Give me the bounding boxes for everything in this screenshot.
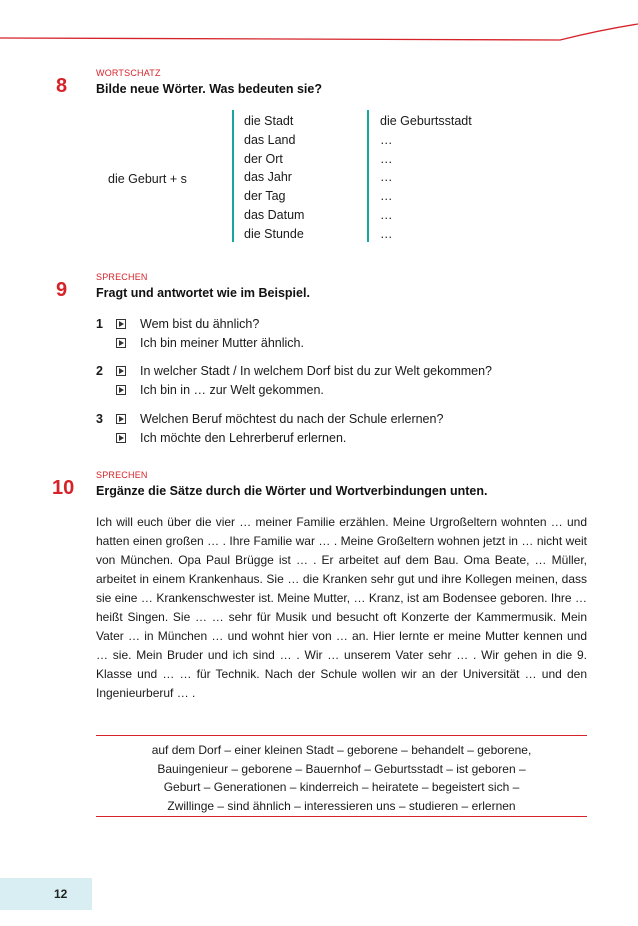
answer-item: …	[380, 189, 393, 204]
exercise-number: 9	[56, 279, 68, 301]
word-formation-table	[0, 110, 638, 250]
exercise-category: SPRECHEN	[96, 272, 148, 282]
exercise-title: Bilde neue Wörter. Was bedeuten sie?	[96, 82, 322, 96]
exercise-title: Ergänze die Sätze durch die Wörter und Wortverbindungen unten.	[96, 484, 488, 498]
answer-text: Ich bin meiner Mutter ähnlich.	[140, 336, 304, 350]
audio-play-icon[interactable]	[116, 433, 126, 443]
question-text: Welchen Beruf möchtest du nach der Schule erlernen?	[140, 412, 444, 426]
answer-item: …	[380, 207, 393, 222]
item-number: 2	[96, 364, 103, 378]
audio-play-icon[interactable]	[116, 366, 126, 376]
audio-play-icon[interactable]	[116, 385, 126, 395]
divider-line	[367, 110, 369, 242]
answer-column	[380, 112, 472, 244]
audio-play-icon[interactable]	[116, 319, 126, 329]
word-item: das Datum	[244, 207, 305, 222]
word-bank-line: Zwillinge – sind ähnlich – interessieren uns – studieren – erlernen	[167, 798, 516, 813]
exercise-category: WORTSCHATZ	[96, 68, 161, 78]
page-number: 12	[54, 887, 68, 901]
answer-item: die Geburtsstadt	[380, 114, 472, 128]
exercise-number: 8	[56, 75, 68, 97]
page-number-tab	[0, 878, 92, 910]
question-text: Wem bist du ähnlich?	[140, 317, 260, 331]
word-item: der Tag	[244, 189, 286, 204]
word-column	[244, 112, 304, 244]
answer-text: Ich bin in … zur Welt gekommen.	[140, 383, 324, 397]
exercise-category: SPRECHEN	[96, 470, 148, 480]
gap-fill-paragraph: Ich will euch über die vier … meiner Familie erzählen. Meine Urgroßeltern wohnten … und hatten einen großen … . Ihre Familie war … . Meine Großeltern wohnen jetzt in … nicht weit von München. Opa Paul Brügge ist … . Er arbeitet auf dem Bau. Oma Beate, … Müller, arbeitet in einem Krankenhaus. Sie … die Kranken sehr gut und ihre Kollegen meinen, dass sie eine … Krankenschwester ist. Meine Mutter, … Kranz, ist am Bodensee geboren. Ihre … heißt Singen. Sie … … sehr für Musik und besucht oft Konzerte der Kammermusik. Mein Vater … in München … und wohnt hier von … an. Hier lernte er meine Mutter kennen und … sie. Mein Bruder und ich sind … . Wir … unserem Vater sehr … . Wir gehen in die 9. Klasse und … … für Technik. Nach der Schule wollen wir an der Universität … und den Ingenieurberuf … .	[96, 515, 587, 700]
divider-line	[232, 110, 234, 242]
word-item: das Jahr	[244, 170, 292, 185]
exercise-title: Fragt und antwortet wie im Beispiel.	[96, 286, 310, 300]
exercise-number: 10	[52, 477, 75, 499]
word-bank-line: Bauingenieur – geborene – Bauernhof – Geburtsstadt – ist geboren –	[157, 761, 526, 776]
answer-item: …	[380, 170, 393, 185]
word-item: der Ort	[244, 151, 283, 166]
word-bank-line: Geburt – Generationen – kinderreich – heiratete – begeistert sich –	[163, 780, 520, 794]
answer-item: …	[380, 226, 393, 241]
item-number: 1	[96, 317, 103, 331]
word-bank-line: auf dem Dorf – einer kleinen Stadt – geborene – behandelt – geborene,	[151, 743, 532, 757]
base-word: die Geburt + s	[108, 172, 187, 186]
answer-item: …	[380, 132, 393, 147]
audio-play-icon[interactable]	[116, 338, 126, 348]
header-decor-line	[0, 0, 638, 50]
question-text: In welcher Stadt / In welchem Dorf bist du zur Welt gekommen?	[140, 364, 493, 378]
word-bank-box	[96, 735, 587, 817]
word-item: das Land	[244, 132, 296, 147]
word-item: die Stunde	[244, 226, 304, 241]
item-number: 3	[96, 412, 103, 426]
audio-play-icon[interactable]	[116, 414, 126, 424]
answer-text: Ich möchte den Lehrerberuf erlernen.	[140, 431, 347, 445]
word-item: die Stadt	[244, 114, 294, 128]
answer-item: …	[380, 151, 393, 166]
